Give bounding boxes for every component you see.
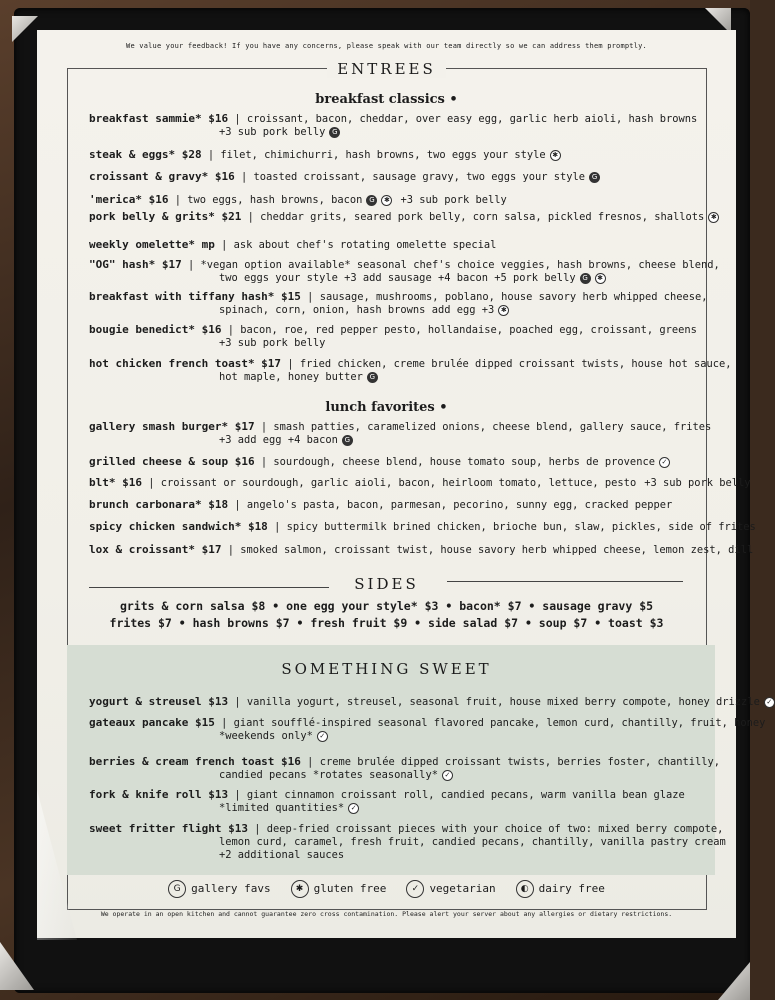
gluten-free-icon: ✱ xyxy=(291,880,309,898)
sides-line: frites $7 • hash browns $7 • fresh fruit $9 • side salad $7 • soup $7 • toast $3 xyxy=(109,616,664,630)
menu-item-detail: hot maple, honey butter xyxy=(219,371,363,383)
menu-item: sweet fritter flight $13 | deep-fried croissant pieces with your choice of two: mixed berry compote, lemon curd, caramel, fresh fruit, candied pecans, chantilly, vanilla pastry cream +2 additional sauces xyxy=(89,822,726,861)
menu-item-name: pork belly & grits* $21 xyxy=(89,210,242,223)
menu-item: blt* $16 | croissant or sourdough, garlic aioli, bacon, heirloom tomato, lettuce, pesto +3 sub pork belly xyxy=(89,476,751,489)
legend-item xyxy=(406,880,495,898)
sweet-heading: SOMETHING SWEET xyxy=(281,660,492,678)
menu-item: breakfast with tiffany hash* $15 | sausage, mushrooms, poblano, house savory herb whipped cheese, spinach, corn, onion, hash browns add egg +3 ✱ xyxy=(89,290,708,316)
menu-item-description: croissant or sourdough, garlic aioli, bacon, heirloom tomato, lettuce, pesto xyxy=(160,477,637,489)
gluten-free-icon: ✱ xyxy=(381,195,392,206)
menu-item: "OG" hash* $17 | *vegan option available* seasonal chef's choice veggies, hash browns, cheese blend, two eggs your style +3 add sausage +4 bacon +5 pork belly G ✱ xyxy=(89,258,720,284)
menu-item-description: bacon, roe, red pepper pesto, hollandaise, poached egg, croissant, greens xyxy=(240,324,697,336)
menu-item: gallery smash burger* $17 | smash patties, caramelized onions, cheese blend, gallery sauce, frites +3 add egg +4 bacon G xyxy=(89,420,712,446)
menu-item-detail: +2 additional sauces xyxy=(219,849,345,861)
menu-item-name: breakfast sammie* $16 xyxy=(89,112,229,125)
menu-item: croissant & gravy* $16 | toasted croissant, sausage gravy, two eggs your style G xyxy=(89,170,600,184)
menu-item-description: fried chicken, creme brulée dipped croissant twists, house hot sauce, xyxy=(299,358,732,370)
menu-item-detail: spinach, corn, onion, hash browns add egg +3 xyxy=(219,304,495,316)
menu-item-name: berries & cream french toast $16 xyxy=(89,755,301,768)
menu-item-detail: +3 sub pork belly xyxy=(219,126,326,138)
vegetarian-icon: ✓ xyxy=(406,880,424,898)
lunch-heading: lunch favorites • xyxy=(325,400,448,415)
menu-item-detail: candied pecans *rotates seasonally* xyxy=(219,769,438,781)
menu-item: yogurt & streusel $13 | vanilla yogurt, streusel, seasonal fruit, house mixed berry compote, honey drizzle ✓ xyxy=(89,695,775,709)
menu-item: fork & knife roll $13 | giant cinnamon croissant roll, candied pecans, warm vanilla bean glaze *limited quantities* ✓ xyxy=(89,788,685,814)
menu-item-name: steak & eggs* $28 xyxy=(89,148,202,161)
gallery-favs-icon: G xyxy=(342,435,353,446)
legend-item xyxy=(291,880,387,898)
menu-item-description: two eggs, hash browns, bacon xyxy=(187,194,363,206)
menu-item: 'merica* $16 | two eggs, hash browns, bacon G ✱ +3 sub pork belly xyxy=(89,193,507,206)
menu-item-name: 'merica* $16 xyxy=(89,193,169,206)
menu-item-description: giant soufflé-inspired seasonal flavored pancake, lemon curd, chantilly, fruit, honey xyxy=(233,717,766,729)
menu-item-description: deep-fried croissant pieces with your choice of two: mixed berry compote, xyxy=(266,823,724,835)
menu-item-addon: +3 sub pork belly xyxy=(400,194,507,206)
legend-label: gallery favs xyxy=(191,882,271,895)
sides-heading: SIDES xyxy=(354,575,419,593)
menu-item-detail: +3 sub pork belly xyxy=(219,337,326,349)
gallery-favs-icon: G xyxy=(168,880,186,898)
entrees-heading: ENTREES xyxy=(37,60,736,78)
breakfast-heading: breakfast classics • xyxy=(315,92,458,107)
gluten-free-icon: ✱ xyxy=(550,150,561,161)
gluten-free-icon: ✱ xyxy=(498,305,509,316)
menu-item: spicy chicken sandwich* $18 | spicy buttermilk brined chicken, brioche bun, slaw, pickles, side of frites xyxy=(89,520,756,533)
menu-item-name: lox & croissant* $17 xyxy=(89,543,222,556)
menu-item-detail: +3 add egg +4 bacon xyxy=(219,434,338,446)
menu-item: bougie benedict* $16 | bacon, roe, red pepper pesto, hollandaise, poached egg, croissant, greens +3 sub pork belly xyxy=(89,323,697,349)
menu-item-description: filet, chimichurri, hash browns, two eggs your style xyxy=(220,149,546,161)
menu-item-name: brunch carbonara* $18 xyxy=(89,498,229,511)
menu-item-name: blt* $16 xyxy=(89,476,142,489)
menu-item: grilled cheese & soup $16 | sourdough, cheese blend, house tomato soup, herbs de provence ✓ xyxy=(89,455,670,469)
legend-label: vegetarian xyxy=(429,882,496,895)
allergy-footer: We operate in an open kitchen and cannot guarantee zero cross contamination. Please alert your server about any allergies or dietary restrictions. xyxy=(100,910,673,918)
menu-item-description: toasted croissant, sausage gravy, two eggs your style xyxy=(253,171,586,183)
menu-item: pork belly & grits* $21 | cheddar grits, seared pork belly, corn salsa, pickled fresnos, shallots ✱ xyxy=(89,210,719,224)
menu-item-description: giant cinnamon croissant roll, candied pecans, warm vanilla bean glaze xyxy=(246,789,685,801)
menu-item-detail: *limited quantities* xyxy=(219,802,345,814)
gallery-favs-icon: G xyxy=(366,195,377,206)
menu-item-name: gateaux pancake $15 xyxy=(89,716,215,729)
menu-item-name: weekly omelette* mp xyxy=(89,238,215,251)
menu-item: brunch carbonara* $18 | angelo's pasta, bacon, parmesan, pecorino, sunny egg, cracked pepper xyxy=(89,498,673,511)
gluten-free-icon: ✱ xyxy=(708,212,719,223)
vegetarian-icon: ✓ xyxy=(764,697,775,708)
menu-item-description: sourdough, cheese blend, house tomato soup, herbs de provence xyxy=(273,456,655,468)
menu-item-name: grilled cheese & soup $16 xyxy=(89,455,255,468)
menu-item-description: sausage, mushrooms, poblano, house savory herb whipped cheese, xyxy=(319,291,708,303)
menu-item-name: bougie benedict* $16 xyxy=(89,323,222,336)
menu-item: breakfast sammie* $16 | croissant, bacon, cheddar, over easy egg, garlic herb aioli, hash browns +3 sub pork belly G xyxy=(89,112,698,138)
legend-item xyxy=(168,880,270,898)
menu-item-description: angelo's pasta, bacon, parmesan, pecorino, sunny egg, cracked pepper xyxy=(246,499,673,511)
menu-item-description: vanilla yogurt, streusel, seasonal fruit, house mixed berry compote, honey drizzle xyxy=(246,696,760,708)
menu-item-description: *vegan option available* seasonal chef's choice veggies, hash browns, cheese blend, xyxy=(200,259,720,271)
gallery-favs-icon: G xyxy=(580,273,591,284)
menu-item-detail: *weekends only* xyxy=(219,730,313,742)
menu-item-name: gallery smash burger* $17 xyxy=(89,420,255,433)
icon-legend xyxy=(37,880,736,898)
menu-item-detail: lemon curd, caramel, fresh fruit, candied pecans, chantilly, vanilla pastry cream xyxy=(219,836,726,848)
menu-item: weekly omelette* mp | ask about chef's rotating omelette special xyxy=(89,238,497,251)
menu-item-description: smash patties, caramelized onions, cheese blend, gallery sauce, frites xyxy=(273,421,712,433)
menu-item-description: creme brulée dipped croissant twists, berries foster, chantilly, xyxy=(319,756,721,768)
menu-item-name: breakfast with tiffany hash* $15 xyxy=(89,290,301,303)
menu-item-name: spicy chicken sandwich* $18 xyxy=(89,520,268,533)
menu-item-name: croissant & gravy* $16 xyxy=(89,170,235,183)
menu-item-description: ask about chef's rotating omelette special xyxy=(233,239,497,251)
sides-line: grits & corn salsa $8 • one egg your style* $3 • bacon* $7 • sausage gravy $5 xyxy=(119,599,654,613)
gluten-free-icon: ✱ xyxy=(595,273,606,284)
menu-item-detail: two eggs your style +3 add sausage +4 bacon +5 pork belly xyxy=(219,272,576,284)
menu-item-description: spicy buttermilk brined chicken, brioche bun, slaw, pickles, side of frites xyxy=(286,521,756,533)
menu-page xyxy=(37,30,773,938)
menu-item: berries & cream french toast $16 | creme brulée dipped croissant twists, berries foster, chantilly, candied pecans *rotates seasonally* ✓ xyxy=(89,755,721,781)
menu-item-description: croissant, bacon, cheddar, over easy egg, garlic herb aioli, hash browns xyxy=(246,113,698,125)
legend-label: dairy free xyxy=(538,882,605,895)
gallery-favs-icon: G xyxy=(589,172,600,183)
vegetarian-icon: ✓ xyxy=(442,770,453,781)
menu-item: lox & croissant* $17 | smoked salmon, croissant twist, house savory herb whipped cheese, lemon zest, dill xyxy=(89,543,754,556)
divider xyxy=(447,581,683,582)
menu-item-addon: +3 sub pork belly xyxy=(644,477,751,489)
legend-label: gluten free xyxy=(313,882,387,895)
menu-item-name: yogurt & streusel $13 xyxy=(89,695,229,708)
menu-item-name: hot chicken french toast* $17 xyxy=(89,357,282,370)
menu-item-name: sweet fritter flight $13 xyxy=(89,822,248,835)
gallery-favs-icon: G xyxy=(367,372,378,383)
menu-item-name: "OG" hash* $17 xyxy=(89,258,182,271)
feedback-note: We value your feedback! If you have any concerns, please speak with our team directly so we can address them promptly. xyxy=(126,42,647,50)
menu-item-description: smoked salmon, croissant twist, house savory herb whipped cheese, lemon zest, dill xyxy=(240,544,754,556)
gallery-favs-icon: G xyxy=(329,127,340,138)
menu-item: gateaux pancake $15 | giant soufflé-inspired seasonal flavored pancake, lemon curd, chantilly, fruit, honey *weekends only* ✓ xyxy=(89,716,766,742)
vegetarian-icon: ✓ xyxy=(348,803,359,814)
menu-item: steak & eggs* $28 | filet, chimichurri, hash browns, two eggs your style ✱ xyxy=(89,148,561,162)
dairy-free-icon: ◐ xyxy=(516,880,534,898)
menu-item: hot chicken french toast* $17 | fried chicken, creme brulée dipped croissant twists, house hot sauce, hot maple, honey butter G xyxy=(89,357,732,383)
vegetarian-icon: ✓ xyxy=(659,457,670,468)
legend-item xyxy=(516,880,605,898)
menu-item-name: fork & knife roll $13 xyxy=(89,788,229,801)
menu-item-description: cheddar grits, seared pork belly, corn salsa, pickled fresnos, shallots xyxy=(260,211,705,223)
vegetarian-icon: ✓ xyxy=(317,731,328,742)
